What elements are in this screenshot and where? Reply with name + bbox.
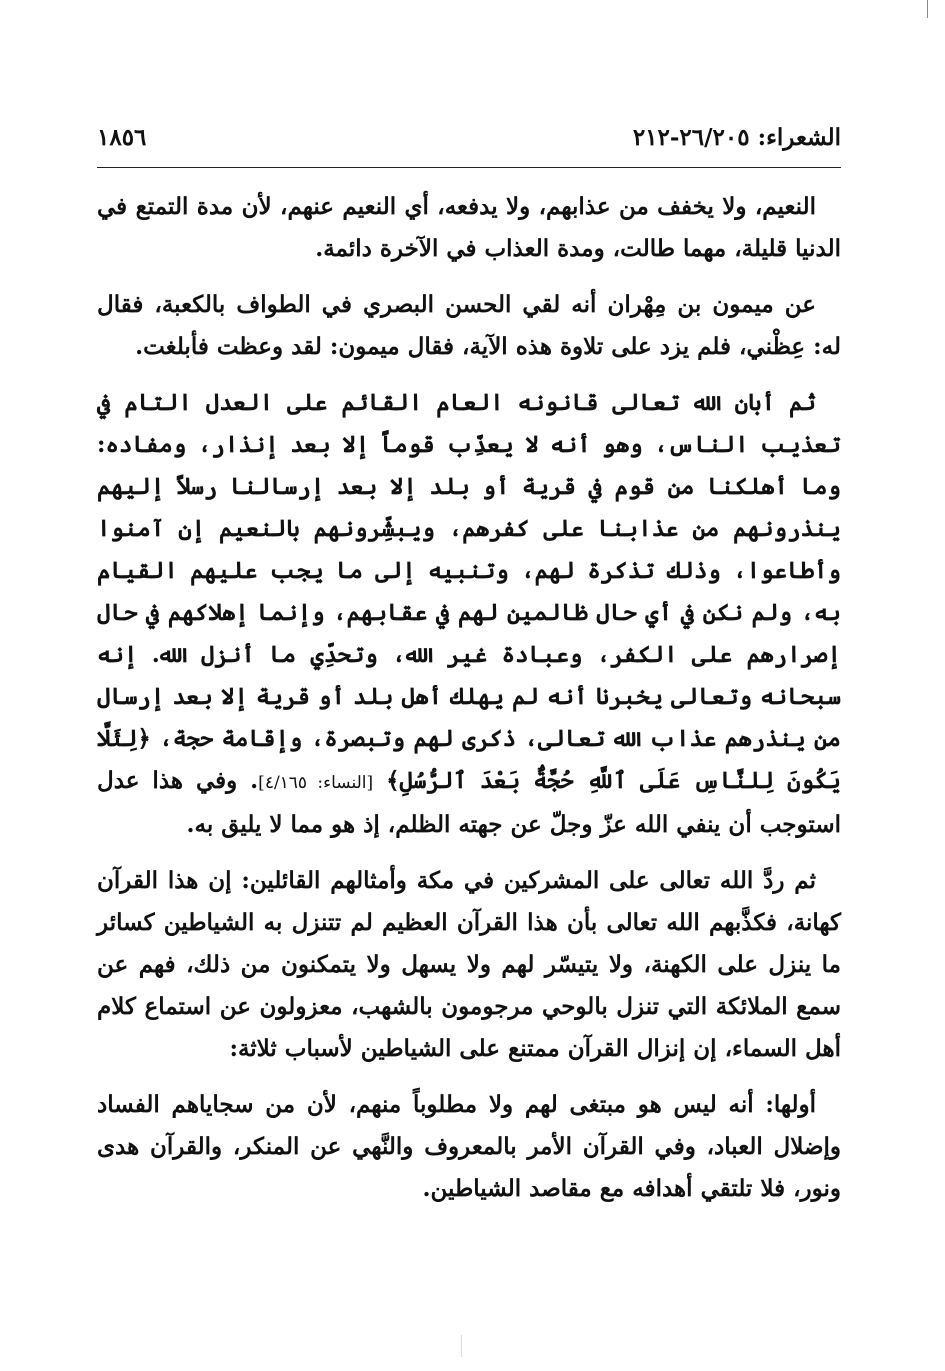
page-number: ١٨٥٦ bbox=[97, 124, 147, 151]
paragraph-3-text-after: . وفي هذا عدل استوجب أن ينفي الله عزّ وجلّ عن جهته الظلم، إذ هو مما لا يليق به. bbox=[97, 767, 841, 838]
scan-edge-mark bbox=[927, 0, 928, 18]
scan-mark bbox=[461, 1335, 463, 1357]
paragraph-3-text-before: ثم أبان الله تعالى قانونه العام القائم على العدل التام في تعذيب الناس، وهو أنه لا يعذِّب قوماً إلا بعد إنذار، ومفاده: وما أهلكنا من قوم في قرية أو بلد إلا بعد إرسالنا رسلاً إليهم ينذرونهم من عذابنا على كفرهم، ويبشِّرونهم بالنعيم إن آمنوا وأطاعوا، وذلك تذكرة لهم، وتنبيه إلى ما يجب عليهم القيام به، ولم نكن في أي حال ظالمين لهم في عقابهم، وإنما إهلاكهم في حال إصرارهم على الكفر، وعبادة غير الله، وتحدِّي ما أنزل الله. إنه سبحانه وتعالى يخبرنا أنه لم يهلك أهل بلد أو قرية إلا بعد إرسال من ينذرهم عذاب الله تعالى، ذكرى لهم وتبصرة، وإقامة حجة، bbox=[97, 389, 841, 752]
paragraph-5: أولها: أنه ليس هو مبتغى لهم ولا مطلوباً منهم، لأن من سجاياهم الفساد وإضلال العباد، وفي القرآن الأمر بالمعروف والنَّهي عن المنكر، والقرآن هدى ونور، فلا تلتقي أهدافه مع مقاصد الشياطين. bbox=[97, 1091, 841, 1202]
verse-reference: [النساء: ٤/١٦٥] bbox=[258, 773, 374, 793]
paragraph-2: عن ميمون بن مِهْران أنه لقي الحسن البصري في الطواف بالكعبة، فقال له: عِظْني، فلم يزد على تلاوة هذه الآية، فقال ميمون: لقد وعظت فأبلغت. bbox=[97, 291, 841, 360]
paragraph-1: النعيم، ولا يخفف من عذابهم، ولا يدفعه، أي النعيم عنهم، لأن مدة التمتع في الدنيا قليلة، مهما طالت، ومدة العذاب في الآخرة دائمة. bbox=[97, 193, 841, 262]
quran-verse: ﴿لِئَلَّا يَكُونَ لِلنَّاسِ عَلَى ٱللَّهِ حُجَّةٌۢ بَعْدَ ٱلرُّسُلِ﴾ bbox=[97, 725, 841, 794]
running-title: الشعراء: ٢٦/٢٠٥-٢١٢ bbox=[632, 124, 841, 151]
header-divider bbox=[97, 167, 841, 168]
page-body bbox=[97, 186, 841, 1224]
paragraph-3 bbox=[97, 382, 841, 846]
paragraph-4: ثم ردَّ الله تعالى على المشركين في مكة وأمثالهم القائلين: إن هذا القرآن كهانة، فكذَّبهم الله تعالى بأن هذا القرآن العظيم لم تتنزل به الشياطين كسائر ما ينزل على الكهنة، ولا يتيسّر لهم ولا يسهل ولا يتمكنون من ذلك، فهم عن سمع الملائكة التي تنزل بالوحي مرجومون بالشهب، معزولون عن استماع كلام أهل السماء، إن إنزال القرآن ممتنع على الشياطين لأسباب ثلاثة: bbox=[97, 867, 841, 1062]
page-header bbox=[97, 118, 841, 168]
